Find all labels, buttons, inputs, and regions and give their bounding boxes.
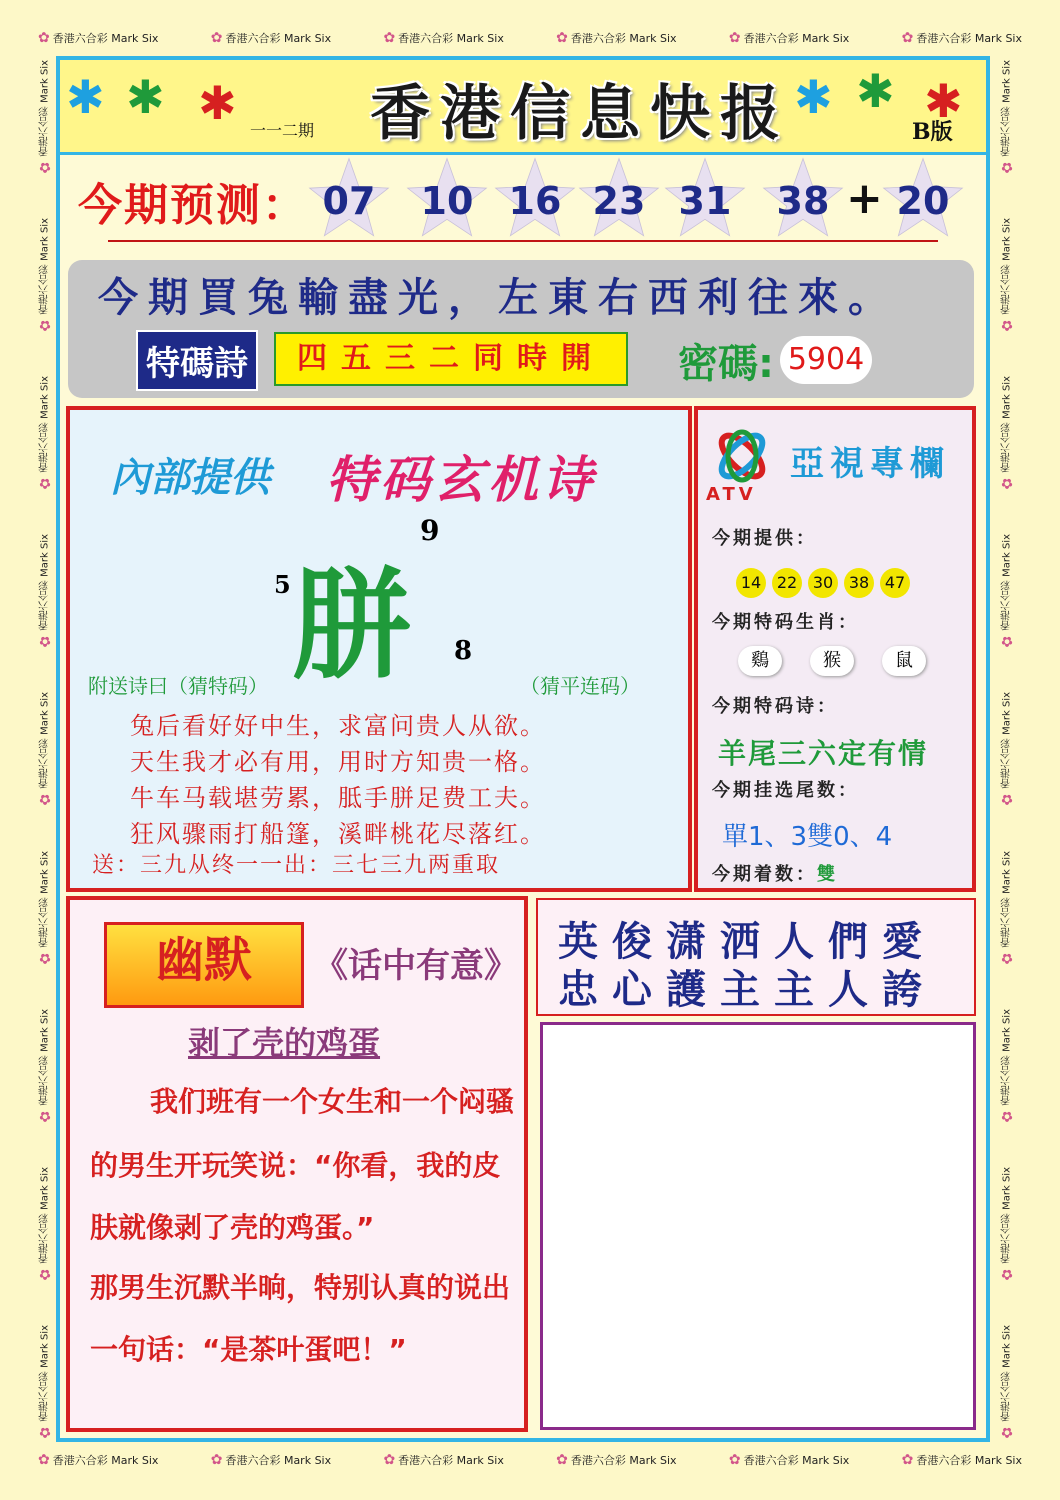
- left-watermark-strip: [34, 60, 56, 1440]
- watermark-text: 香港六合彩 Mark Six: [1001, 60, 1013, 157]
- flower-icon: ✿: [901, 1452, 914, 1468]
- asterisk-icon: ✱: [66, 70, 105, 124]
- flower-icon: ✿: [999, 1423, 1015, 1440]
- tail-label: 今期挂选尾数：: [712, 780, 859, 801]
- atv-poem: 羊尾三六定有情: [718, 737, 929, 770]
- plus-sign: +: [846, 173, 883, 224]
- watermark: [383, 1452, 503, 1468]
- watermark-text: 香港六合彩 Mark Six: [1001, 1324, 1013, 1421]
- flower-icon: ✿: [38, 30, 50, 46]
- watermark: [729, 30, 849, 46]
- flower-icon: ✿: [999, 1107, 1015, 1124]
- watermark-text: 香港六合彩 Mark Six: [570, 32, 677, 45]
- couplet-line-1: 英俊潇洒人們愛: [558, 919, 936, 965]
- prediction-number: 23: [578, 157, 660, 239]
- watermark-text: 香港六合彩 Mark Six: [39, 376, 51, 473]
- riddle-character: 胼: [292, 557, 412, 696]
- ball-row: [736, 568, 910, 598]
- number-ball: 14: [736, 568, 766, 598]
- atv-column: [694, 406, 976, 892]
- watermark: [37, 1325, 53, 1440]
- watermark-text: 香港六合彩 Mark Six: [1001, 692, 1013, 789]
- note-left: 附送诗曰（猜特码）: [88, 674, 268, 698]
- flower-icon: ✿: [728, 30, 741, 46]
- watermark: [999, 218, 1015, 333]
- flower-icon: ✿: [999, 317, 1015, 334]
- couplet-line-2: 忠心護主主人誇: [558, 967, 936, 1013]
- provided-label: 內部提供: [110, 455, 270, 501]
- watermark: [902, 30, 1022, 46]
- atv-title: 亞視專欄: [790, 444, 950, 484]
- flower-icon: ✿: [38, 1452, 50, 1468]
- prediction-number: 07: [308, 157, 390, 239]
- joke-line: 肤就像剥了壳的鸡蛋。”: [90, 1211, 375, 1244]
- poem-line: 天生我才必有用，用时方知贵一格。: [130, 748, 546, 776]
- asterisk-icon: ✱: [856, 64, 895, 118]
- number-ball: 38: [844, 568, 874, 598]
- divider: [108, 240, 938, 242]
- watermark: [38, 30, 158, 46]
- watermark-text: 香港六合彩 Mark Six: [1001, 534, 1013, 631]
- flower-icon: ✿: [37, 1423, 53, 1440]
- flower-icon: ✿: [37, 1107, 53, 1124]
- watermark: [999, 1009, 1015, 1124]
- flower-icon: ✿: [999, 1265, 1015, 1282]
- atv-logo-icon: [712, 426, 772, 486]
- tema-poem-text: 四五三二同時開: [274, 332, 628, 386]
- number-ball: 30: [808, 568, 838, 598]
- watermark: [729, 1452, 849, 1468]
- watermark-text: 香港六合彩 Mark Six: [225, 32, 332, 45]
- watermark-text: 香港六合彩 Mark Six: [1001, 218, 1013, 315]
- watermark: [999, 1167, 1015, 1282]
- flower-icon: ✿: [383, 1452, 396, 1468]
- prediction-number: 31: [664, 157, 746, 239]
- flower-icon: ✿: [37, 791, 53, 808]
- watermark-text: 香港六合彩 Mark Six: [39, 218, 51, 315]
- watermark: [37, 376, 53, 491]
- humor-badge: 幽默: [104, 922, 304, 1008]
- inner-title: 特码玄机诗: [326, 451, 596, 509]
- watermark: [999, 851, 1015, 966]
- watermark-text: 香港六合彩 Mark Six: [52, 1454, 159, 1467]
- header-banner: [60, 60, 986, 155]
- flower-icon: ✿: [37, 317, 53, 334]
- issue-number: 一一二期: [250, 121, 315, 140]
- edition-label: B版: [912, 119, 953, 145]
- zhuo-value: 雙: [817, 864, 838, 885]
- watermark-text: 香港六合彩 Mark Six: [1001, 1166, 1013, 1263]
- top-watermark-strip: [38, 27, 1022, 49]
- flower-icon: ✿: [383, 30, 396, 46]
- poem-line: 兔后看好好中生，求富问贵人从欲。: [130, 712, 546, 740]
- watermark-text: 香港六合彩 Mark Six: [39, 1008, 51, 1105]
- zodiac-label: 今期特码生肖：: [712, 612, 859, 633]
- joke-line: 的男生开玩笑说：“你看，我的皮: [90, 1149, 501, 1182]
- inner-poem-panel: [66, 406, 692, 892]
- right-watermark-strip: [996, 60, 1018, 1440]
- watermark: [37, 534, 53, 649]
- poem-line: 牛车马载堪劳累，胝手胼足费工夫。: [130, 784, 546, 812]
- watermark-text: 香港六合彩 Mark Six: [225, 1454, 332, 1467]
- prediction-row: [60, 155, 986, 240]
- zhuo-label: 今期着数：: [712, 864, 817, 885]
- watermark-text: 香港六合彩 Mark Six: [52, 32, 159, 45]
- watermark-text: 香港六合彩 Mark Six: [39, 1324, 51, 1421]
- flower-icon: ✿: [37, 949, 53, 966]
- watermark-text: 香港六合彩 Mark Six: [39, 850, 51, 947]
- zhuo-row: [712, 860, 838, 886]
- asterisk-icon: ✱: [794, 70, 833, 124]
- watermark: [999, 1325, 1015, 1440]
- number-ball: 47: [880, 568, 910, 598]
- zodiac-chip: 鷄: [738, 646, 782, 676]
- watermark-text: 香港六合彩 Mark Six: [1001, 376, 1013, 473]
- watermark: [211, 1452, 331, 1468]
- riddle-digit-top: 9: [420, 514, 440, 547]
- secret-code-label: 密碼:: [678, 341, 774, 387]
- zodiac-chip: 鼠: [882, 646, 926, 676]
- watermark-text: 香港六合彩 Mark Six: [39, 534, 51, 631]
- watermark: [902, 1452, 1022, 1468]
- flower-icon: ✿: [999, 475, 1015, 492]
- watermark: [999, 692, 1015, 807]
- joke-line: 一句话：“是茶叶蛋吧！”: [90, 1333, 407, 1366]
- asterisk-icon: ✱: [198, 76, 237, 130]
- gift-line: 送：三九从终一一出：三七三九两重取: [92, 853, 501, 878]
- watermark-text: 香港六合彩 Mark Six: [743, 32, 850, 45]
- slogan-text: 今期買兔輸盡光，左東右西利往來。: [98, 275, 898, 321]
- watermark-text: 香港六合彩 Mark Six: [39, 60, 51, 157]
- flower-icon: ✿: [728, 1452, 741, 1468]
- watermark-text: 香港六合彩 Mark Six: [1001, 1008, 1013, 1105]
- blank-panel: [540, 1022, 976, 1430]
- flower-icon: ✿: [210, 1452, 223, 1468]
- riddle-digit-left: 5: [274, 570, 291, 599]
- flower-icon: ✿: [37, 475, 53, 492]
- watermark-text: 香港六合彩 Mark Six: [39, 1166, 51, 1263]
- prediction-number: 16: [494, 157, 576, 239]
- watermark-text: 香港六合彩 Mark Six: [1001, 850, 1013, 947]
- watermark: [37, 1167, 53, 1282]
- watermark: [211, 30, 331, 46]
- watermark: [999, 376, 1015, 491]
- watermark: [37, 60, 53, 175]
- watermark-text: 香港六合彩 Mark Six: [570, 1454, 677, 1467]
- note-right: （猜平连码）: [520, 674, 640, 698]
- watermark: [556, 30, 676, 46]
- watermark: [383, 30, 503, 46]
- flower-icon: ✿: [901, 30, 914, 46]
- asterisk-icon: ✱: [924, 74, 963, 128]
- watermark: [37, 218, 53, 333]
- watermark-text: 香港六合彩 Mark Six: [39, 692, 51, 789]
- tema-poem-label: 特碼詩: [136, 330, 258, 391]
- flower-icon: ✿: [999, 633, 1015, 650]
- prediction-number: 38: [762, 157, 844, 239]
- prediction-label: 今期预测：: [78, 180, 308, 231]
- watermark: [37, 851, 53, 966]
- watermark: [38, 1452, 158, 1468]
- riddle-digit-bottom: 8: [454, 636, 473, 666]
- watermark: [37, 692, 53, 807]
- watermark-text: 香港六合彩 Mark Six: [916, 32, 1022, 45]
- humor-subtitle: 《话中有意》: [314, 946, 518, 986]
- couplet-panel: [536, 898, 976, 1016]
- watermark: [556, 1452, 676, 1468]
- flower-icon: ✿: [37, 633, 53, 650]
- joke-line: 那男生沉默半晌，特别认真的说出: [90, 1271, 511, 1304]
- special-number: 20: [882, 157, 964, 239]
- number-ball: 22: [772, 568, 802, 598]
- flower-icon: ✿: [999, 949, 1015, 966]
- watermark: [999, 60, 1015, 175]
- flower-icon: ✿: [556, 30, 568, 46]
- secret-code-value: 5904: [780, 336, 872, 384]
- joke-line: 我们班有一个女生和一个闷骚: [150, 1085, 515, 1118]
- watermark: [999, 534, 1015, 649]
- watermark-text: 香港六合彩 Mark Six: [743, 1454, 850, 1467]
- flower-icon: ✿: [999, 159, 1015, 176]
- poem-line: 狂风骤雨打船篷，溪畔桃花尽落红。: [130, 820, 546, 848]
- watermark-text: 香港六合彩 Mark Six: [398, 1454, 504, 1467]
- humor-panel: [66, 896, 528, 1432]
- flower-icon: ✿: [37, 1265, 53, 1282]
- bottom-watermark-strip: [38, 1449, 1022, 1471]
- poem-label: 今期特码诗：: [712, 696, 838, 717]
- watermark-text: 香港六合彩 Mark Six: [916, 1454, 1022, 1467]
- flower-icon: ✿: [556, 1452, 568, 1468]
- provide-label: 今期提供：: [712, 528, 817, 549]
- prediction-number: 10: [406, 157, 488, 239]
- page-title: 香港信息快报: [370, 79, 790, 149]
- watermark-text: 香港六合彩 Mark Six: [398, 32, 504, 45]
- slogan-panel: [68, 260, 974, 398]
- zodiac-row: [738, 646, 926, 676]
- joke-title: 剥了壳的鸡蛋: [188, 1024, 381, 1062]
- watermark: [37, 1009, 53, 1124]
- flower-icon: ✿: [210, 30, 223, 46]
- zodiac-chip: 猴: [810, 646, 854, 676]
- flower-icon: ✿: [37, 159, 53, 176]
- flower-icon: ✿: [999, 791, 1015, 808]
- asterisk-icon: ✱: [126, 70, 165, 124]
- tail-value: 單1、3雙0、4: [722, 822, 893, 852]
- atv-logo-text: ATV: [706, 484, 757, 505]
